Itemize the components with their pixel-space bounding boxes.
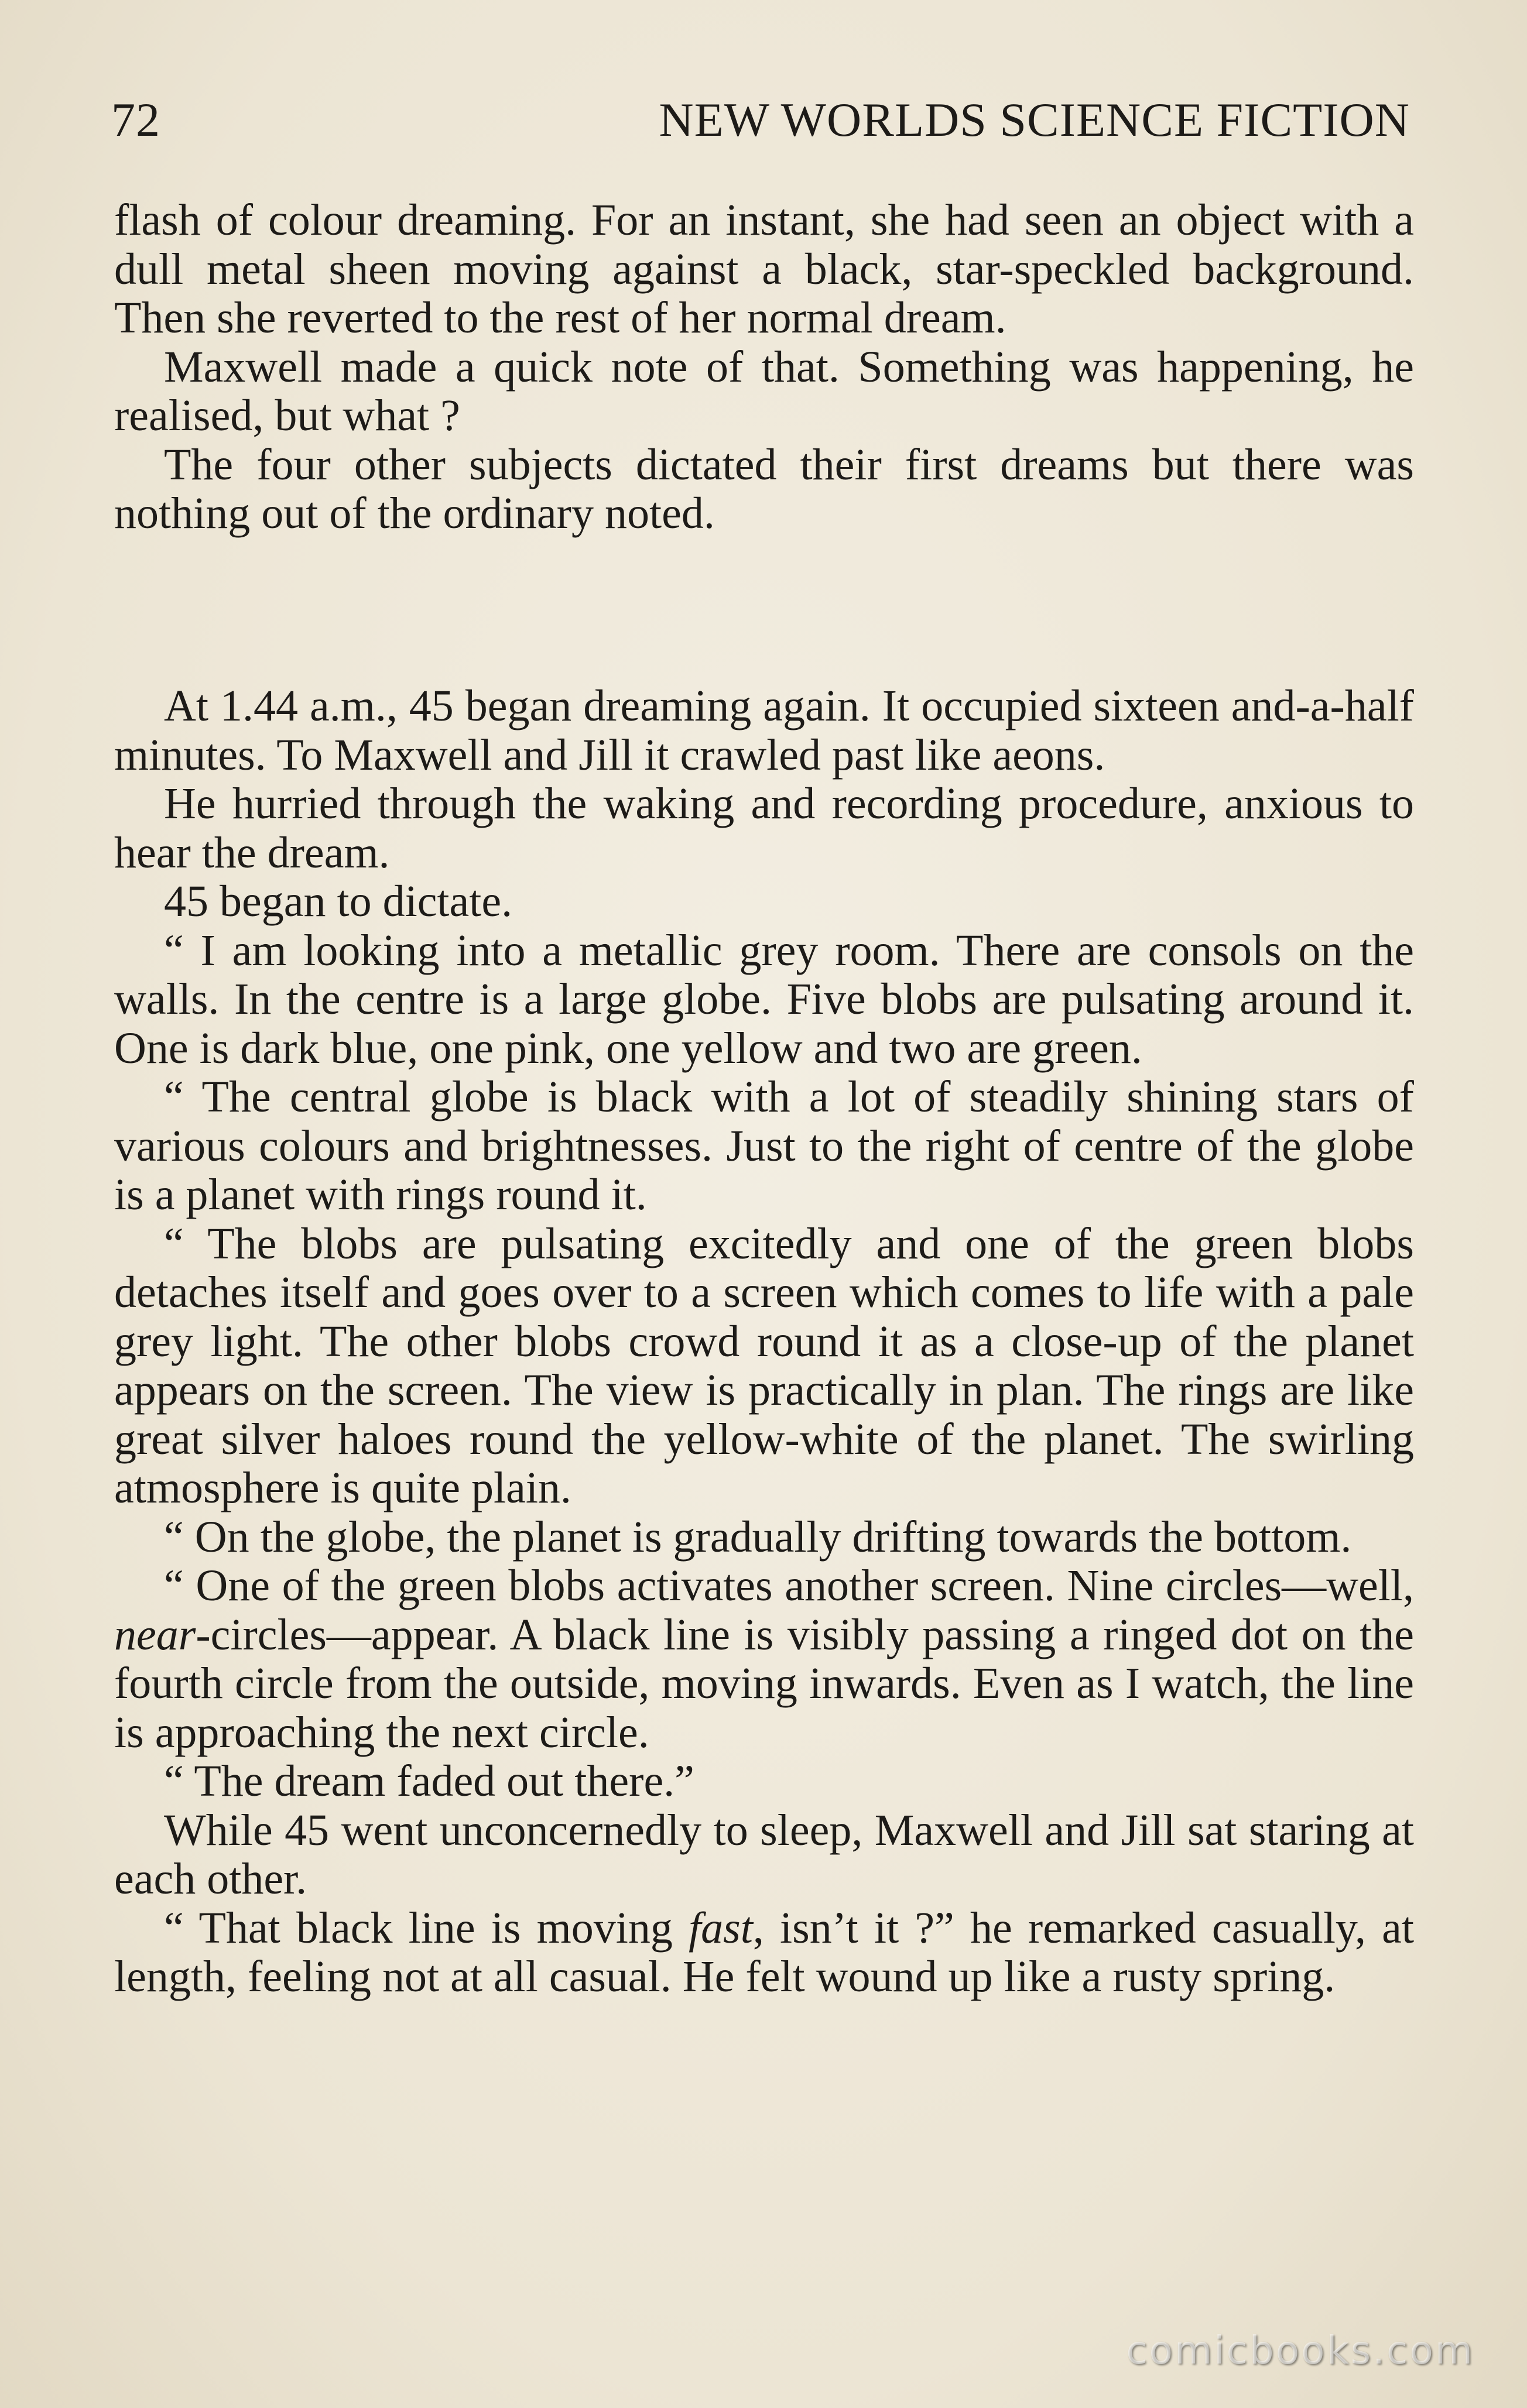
page-number: 72 (111, 93, 160, 146)
text-run: , isn’t it ?” he remarked casually, at length, feeling not at all casual. He felt wound up like a rusty spring. (114, 1903, 1415, 2001)
paragraph (114, 1904, 1414, 2002)
paragraph: “ The dream faded out there.” (164, 1757, 694, 1806)
page-header (111, 88, 1410, 152)
running-head: NEW WORLDS SCIENCE FICTION (659, 93, 1410, 146)
paragraph: The four other subjects dictated their first dreams but there was nothing out of the ordinary noted. (114, 440, 1414, 538)
text-run: “ One of the green blobs activates another screen. Nine circles—well, (164, 1561, 1414, 1610)
text-run: -circles—appear. A black line is visibly passing a ringed dot on the fourth circle from the outside, moving inwards. Even as I watch, the line is approaching the next circle. (114, 1610, 1414, 1757)
paragraph: Maxwell made a quick note of that. Something was happening, he realised, but what ? (114, 342, 1414, 440)
text-section-1 (114, 196, 1414, 538)
paragraph: “ The blobs are pulsating excitedly and one of the green blobs detaches itself and goes over to a screen which comes to life with a pale grey light. The other blobs crowd round it as a close-up of the planet appears on the screen. The view is practically in plan. The rings are like great silver haloes round the yellow-white of the planet. The swirling atmosphere is quite plain. (114, 1219, 1414, 1512)
paragraph: “ The central globe is black with a lot of steadily shining stars of various colours and brightnesses. Just to the right of centre of the globe is a planet with rings round it. (114, 1072, 1414, 1219)
paragraph: “ On the globe, the planet is gradually drifting towards the bottom. (164, 1512, 1352, 1562)
text-section-2 (114, 682, 1414, 2002)
paragraph: 45 began to dictate. (164, 877, 513, 926)
text-run: “ That black line is moving (164, 1903, 689, 1953)
italic-word: near (114, 1610, 196, 1659)
paragraph: While 45 went unconcernedly to sleep, Maxwell and Jill sat staring at each other. (114, 1805, 1414, 1903)
paragraph: At 1.44 a.m., 45 began dreaming again. It occupied sixteen and-a-half minutes. To Maxwell and Jill it crawled past like aeons. (114, 681, 1414, 780)
watermark: comicbooks.com (1126, 2328, 1474, 2373)
italic-word: fast (689, 1903, 753, 1953)
paragraph (114, 1562, 1414, 1757)
paragraph: He hurried through the waking and recording procedure, anxious to hear the dream. (114, 779, 1414, 877)
paragraph: flash of colour dreaming. For an instant, she had seen an object with a dull metal sheen moving against a black, star-speckled background. Then she reverted to the rest of her normal dream. (114, 195, 1414, 342)
paragraph: “ I am looking into a metallic grey room. There are consols on the walls. In the centre is a large globe. Five blobs are pulsating around it. One is dark blue, one pink, one yellow and two are green. (114, 925, 1414, 1073)
